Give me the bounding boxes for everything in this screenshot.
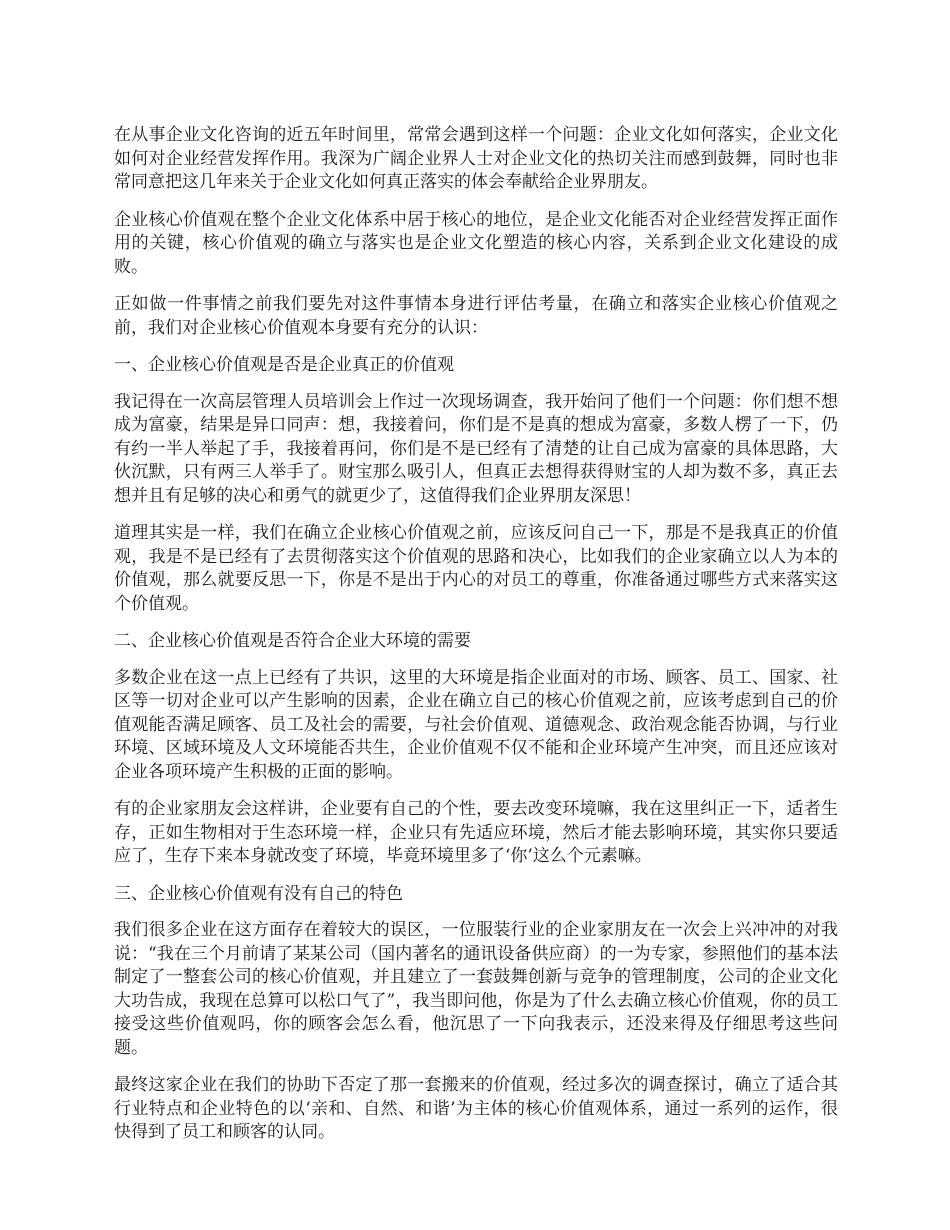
environment-paragraph: 多数企业在这一点上已经有了共识，这里的大环境是指企业面对的市场、顾客、员工、国家、社区等一切对企业可以产生影响的因素，企业在确立自己的核心价值观之前，应该考虑到自己的价值观能否满足顾客、员工及社会的需要，与社会价值观、道德观念、政治观念能否协调，与行业环境、区域环境及人文环境能否共生，企业价值观不仅不能和企业环境产生冲突，而且还应该对企业各项环境产生积极的正面的影响。 [114, 667, 838, 782]
section-heading-3: 三、企业核心价值观有没有自己的特色 [114, 883, 403, 904]
adaptation-paragraph: 有的企业家朋友会这样讲，企业要有自己的个性，要去改变环境嘛，我在这里纠正一下，适者生存，正如生物相对于生态环境一样，企业只有先适应环境，然后才能去影响环境，其实你只要适应了，生存下来本身就改变了环境，毕竟环境里多了‘你’这么个元素嘛。 [114, 799, 838, 866]
evaluation-paragraph: 正如做一件事情之前我们要先对这件事情本身进行评估考量，在确立和落实企业核心价值观之前，我们对企业核心价值观本身要有充分的认识： [114, 294, 838, 338]
intro-paragraph: 在从事企业文化咨询的近五年时间里，常常会遇到这样一个问题：企业文化如何落实，企业文化如何对企业经营发挥作用。我深为广阔企业界人士对企业文化的热切关注而感到鼓舞，同时也非常同意把这几年来关于企业文化如何真正落实的体会奉献给企业界朋友。 [114, 125, 838, 192]
core-values-paragraph: 企业核心价值观在整个企业文化体系中居于核心的地位，是企业文化能否对企业经营发挥正面作用的关键，核心价值观的确立与落实也是企业文化塑造的核心内容，关系到企业文化建设的成败。 [114, 209, 838, 277]
reflection-paragraph: 道理其实是一样，我们在确立企业核心价值观之前，应该反问自己一下，那是不是我真正的价值观，我是不是已经有了去贯彻落实这个价值观的思路和决心，比如我们的企业家确立以人为本的价值观，那么就要反思一下，你是不是出于内心的对员工的尊重，你准备通过哪些方式来落实这个价值观。 [114, 523, 838, 614]
misconception-paragraph: 我们很多企业在这方面存在着较大的误区，一位服装行业的企业家朋友在一次会上兴冲冲的对我说：“我在三个月前请了某某公司（国内著名的通讯设备供应商）的一为专家，参照他们的基本法制定了一整套公司的核心价值观，并且建立了一套鼓舞创新与竞争的管理制度，公司的企业文化大功告成，我现在总算可以松口气了”，我当即问他，你是为了什么去确立核心价值观，你的员工接受这些价值观吗，你的顾客会怎么看，他沉思了一下向我表示，还没来得及仔细思考这些问题。 [114, 920, 838, 1058]
survey-paragraph: 我记得在一次高层管理人员培训会上作过一次现场调查，我开始问了他们一个问题：你们想不想成为富豪，结果是异口同声：想，我接着问，你们是不是真的想成为富豪，多数人楞了一下，仍有约一半人举起了手，我接着再问，你们是不是已经有了清楚的让自己成为富豪的具体思路，大伙沉默，只有两三人举手了。财宝那么吸引人，但真正去想得获得财宝的人却为数不多，真正去想并且有足够的决心和勇气的就更少了，这值得我们企业界朋友深思！ [114, 391, 838, 506]
conclusion-paragraph: 最终这家企业在我们的协助下否定了那一套搬来的价值观，经过多次的调查探讨，确立了适合其行业特点和企业特色的以‘亲和、自然、和谐’为主体的核心价值观体系，通过一系列的运作，很快得到了员工和顾客的认同。 [114, 1075, 838, 1142]
section-heading-1: 一、企业核心价值观是否是企业真正的价值观 [114, 355, 454, 375]
section-heading-2: 二、企业核心价值观是否符合企业大环境的需要 [114, 631, 471, 651]
document-body [114, 124, 838, 1159]
